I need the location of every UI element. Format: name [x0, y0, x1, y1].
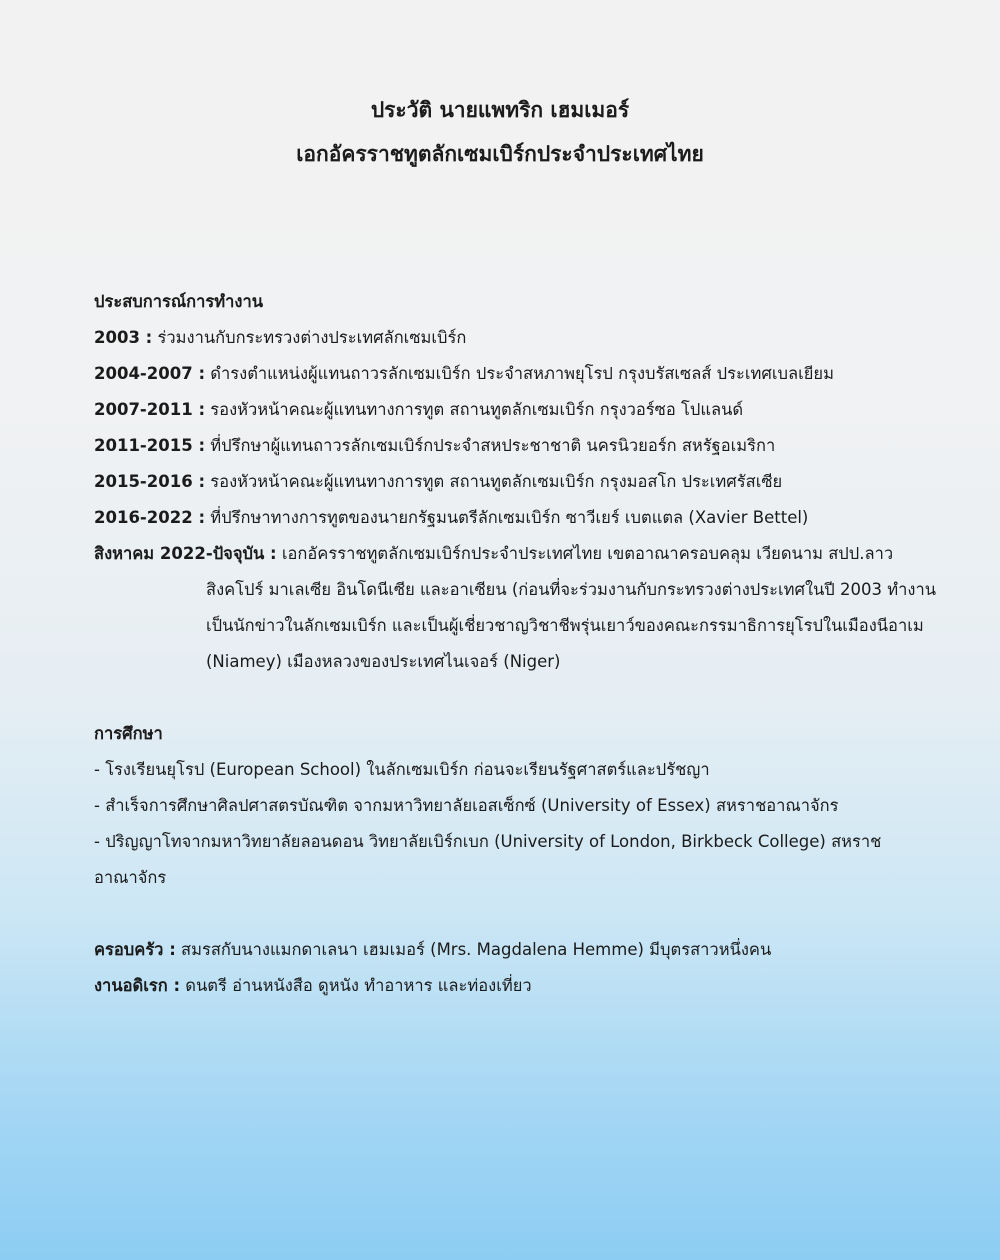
entry-text: เอกอัครราชทูตลักเซมเบิร์กประจำประเทศไทย เขตอาณาครอบคลุม เวียดนาม สปป.ลาว [276, 544, 894, 563]
title-name: ประวัติ นายแพทริก เฮมเมอร์ [370, 98, 630, 122]
entry-text: รองหัวหน้าคณะผู้แทนทางการทูต สถานทูตลักเซมเบิร์ก กรุงมอสโก ประเทศรัสเซีย [205, 472, 783, 491]
experience-entry [94, 320, 944, 356]
entry-year: 2011-2015 : [94, 436, 206, 455]
experience-entry [94, 464, 944, 500]
current-position-continuation: (Niamey) เมืองหลวงของประเทศไนเจอร์ (Niger) [206, 652, 561, 671]
education-item: อาณาจักร [94, 868, 167, 887]
hobby-label: งานอดิเรก : [94, 976, 181, 995]
experience-heading: ประสบการณ์การทำงาน [94, 292, 264, 311]
family-label: ครอบครัว : [94, 940, 176, 959]
hobby-entry [94, 968, 944, 1004]
experience-entry [94, 500, 944, 536]
experience-entry [94, 392, 944, 428]
entry-year: 2003 : [94, 328, 153, 347]
education-heading: การศึกษา [94, 724, 163, 743]
entry-text: ร่วมงานกับกระทรวงต่างประเทศลักเซมเบิร์ก [152, 328, 467, 347]
current-position-entry [94, 536, 944, 572]
biography-content [94, 284, 944, 1004]
entry-text: ดำรงตำแหน่งผู้แทนถาวรลักเซมเบิร์ก ประจำสหภาพยุโรป กรุงบรัสเซลส์ ประเทศเบลเยียม [205, 364, 834, 383]
entry-text: ที่ปรึกษาทางการทูตของนายกรัฐมนตรีลักเซมเบิร์ก ซาวีเยร์ เบตแตล (Xavier Bettel) [205, 508, 809, 527]
entry-year: 2015-2016 : [94, 472, 206, 491]
family-entry [94, 932, 944, 968]
experience-entry [94, 428, 944, 464]
title-position: เอกอัครราชทูตลักเซมเบิร์กประจำประเทศไทย [296, 142, 704, 166]
experience-entry [94, 356, 944, 392]
entry-year: 2016-2022 : [94, 508, 206, 527]
document-title [0, 88, 1000, 176]
entry-year: 2007-2011 : [94, 400, 206, 419]
entry-text: ที่ปรึกษาผู้แทนถาวรลักเซมเบิร์กประจำสหประชาชาติ นครนิวยอร์ก สหรัฐอเมริกา [205, 436, 776, 455]
current-position-continuation: สิงคโปร์ มาเลเซีย อินโดนีเซีย และอาเซียน (ก่อนที่จะร่วมงานกับกระทรวงต่างประเทศในปี 2003 ทำงาน [206, 580, 936, 599]
education-item: - สำเร็จการศึกษาศิลปศาสตรบัณฑิต จากมหาวิทยาลัยเอสเซ็กซ์ (University of Essex) สหราชอาณาจักร [94, 796, 839, 815]
entry-year: สิงหาคม 2022-ปัจจุบัน : [94, 544, 277, 563]
entry-text: รองหัวหน้าคณะผู้แทนทางการทูต สถานทูตลักเซมเบิร์ก กรุงวอร์ซอ โปแลนด์ [205, 400, 744, 419]
entry-year: 2004-2007 : [94, 364, 206, 383]
family-text: สมรสกับนางแมกดาเลนา เฮมเมอร์ (Mrs. Magdalena Hemme) มีบุตรสาวหนึ่งคน [175, 940, 772, 959]
hobby-text: ดนตรี อ่านหนังสือ ดูหนัง ทำอาหาร และท่องเที่ยว [180, 976, 532, 995]
current-position-continuation: เป็นนักข่าวในลักเซมเบิร์ก และเป็นผู้เชี่ยวชาญวิชาชีพรุ่นเยาว์ของคณะกรรมาธิการยุโรปในเมืองนีอาเม [206, 616, 924, 635]
education-item: - ปริญญาโทจากมหาวิทยาลัยลอนดอน วิทยาลัยเบิร์กเบก (University of London, Birkbeck College) สหราช [94, 832, 882, 851]
education-item: - โรงเรียนยุโรป (European School) ในลักเซมเบิร์ก ก่อนจะเรียนรัฐศาสตร์และปรัชญา [94, 760, 710, 779]
